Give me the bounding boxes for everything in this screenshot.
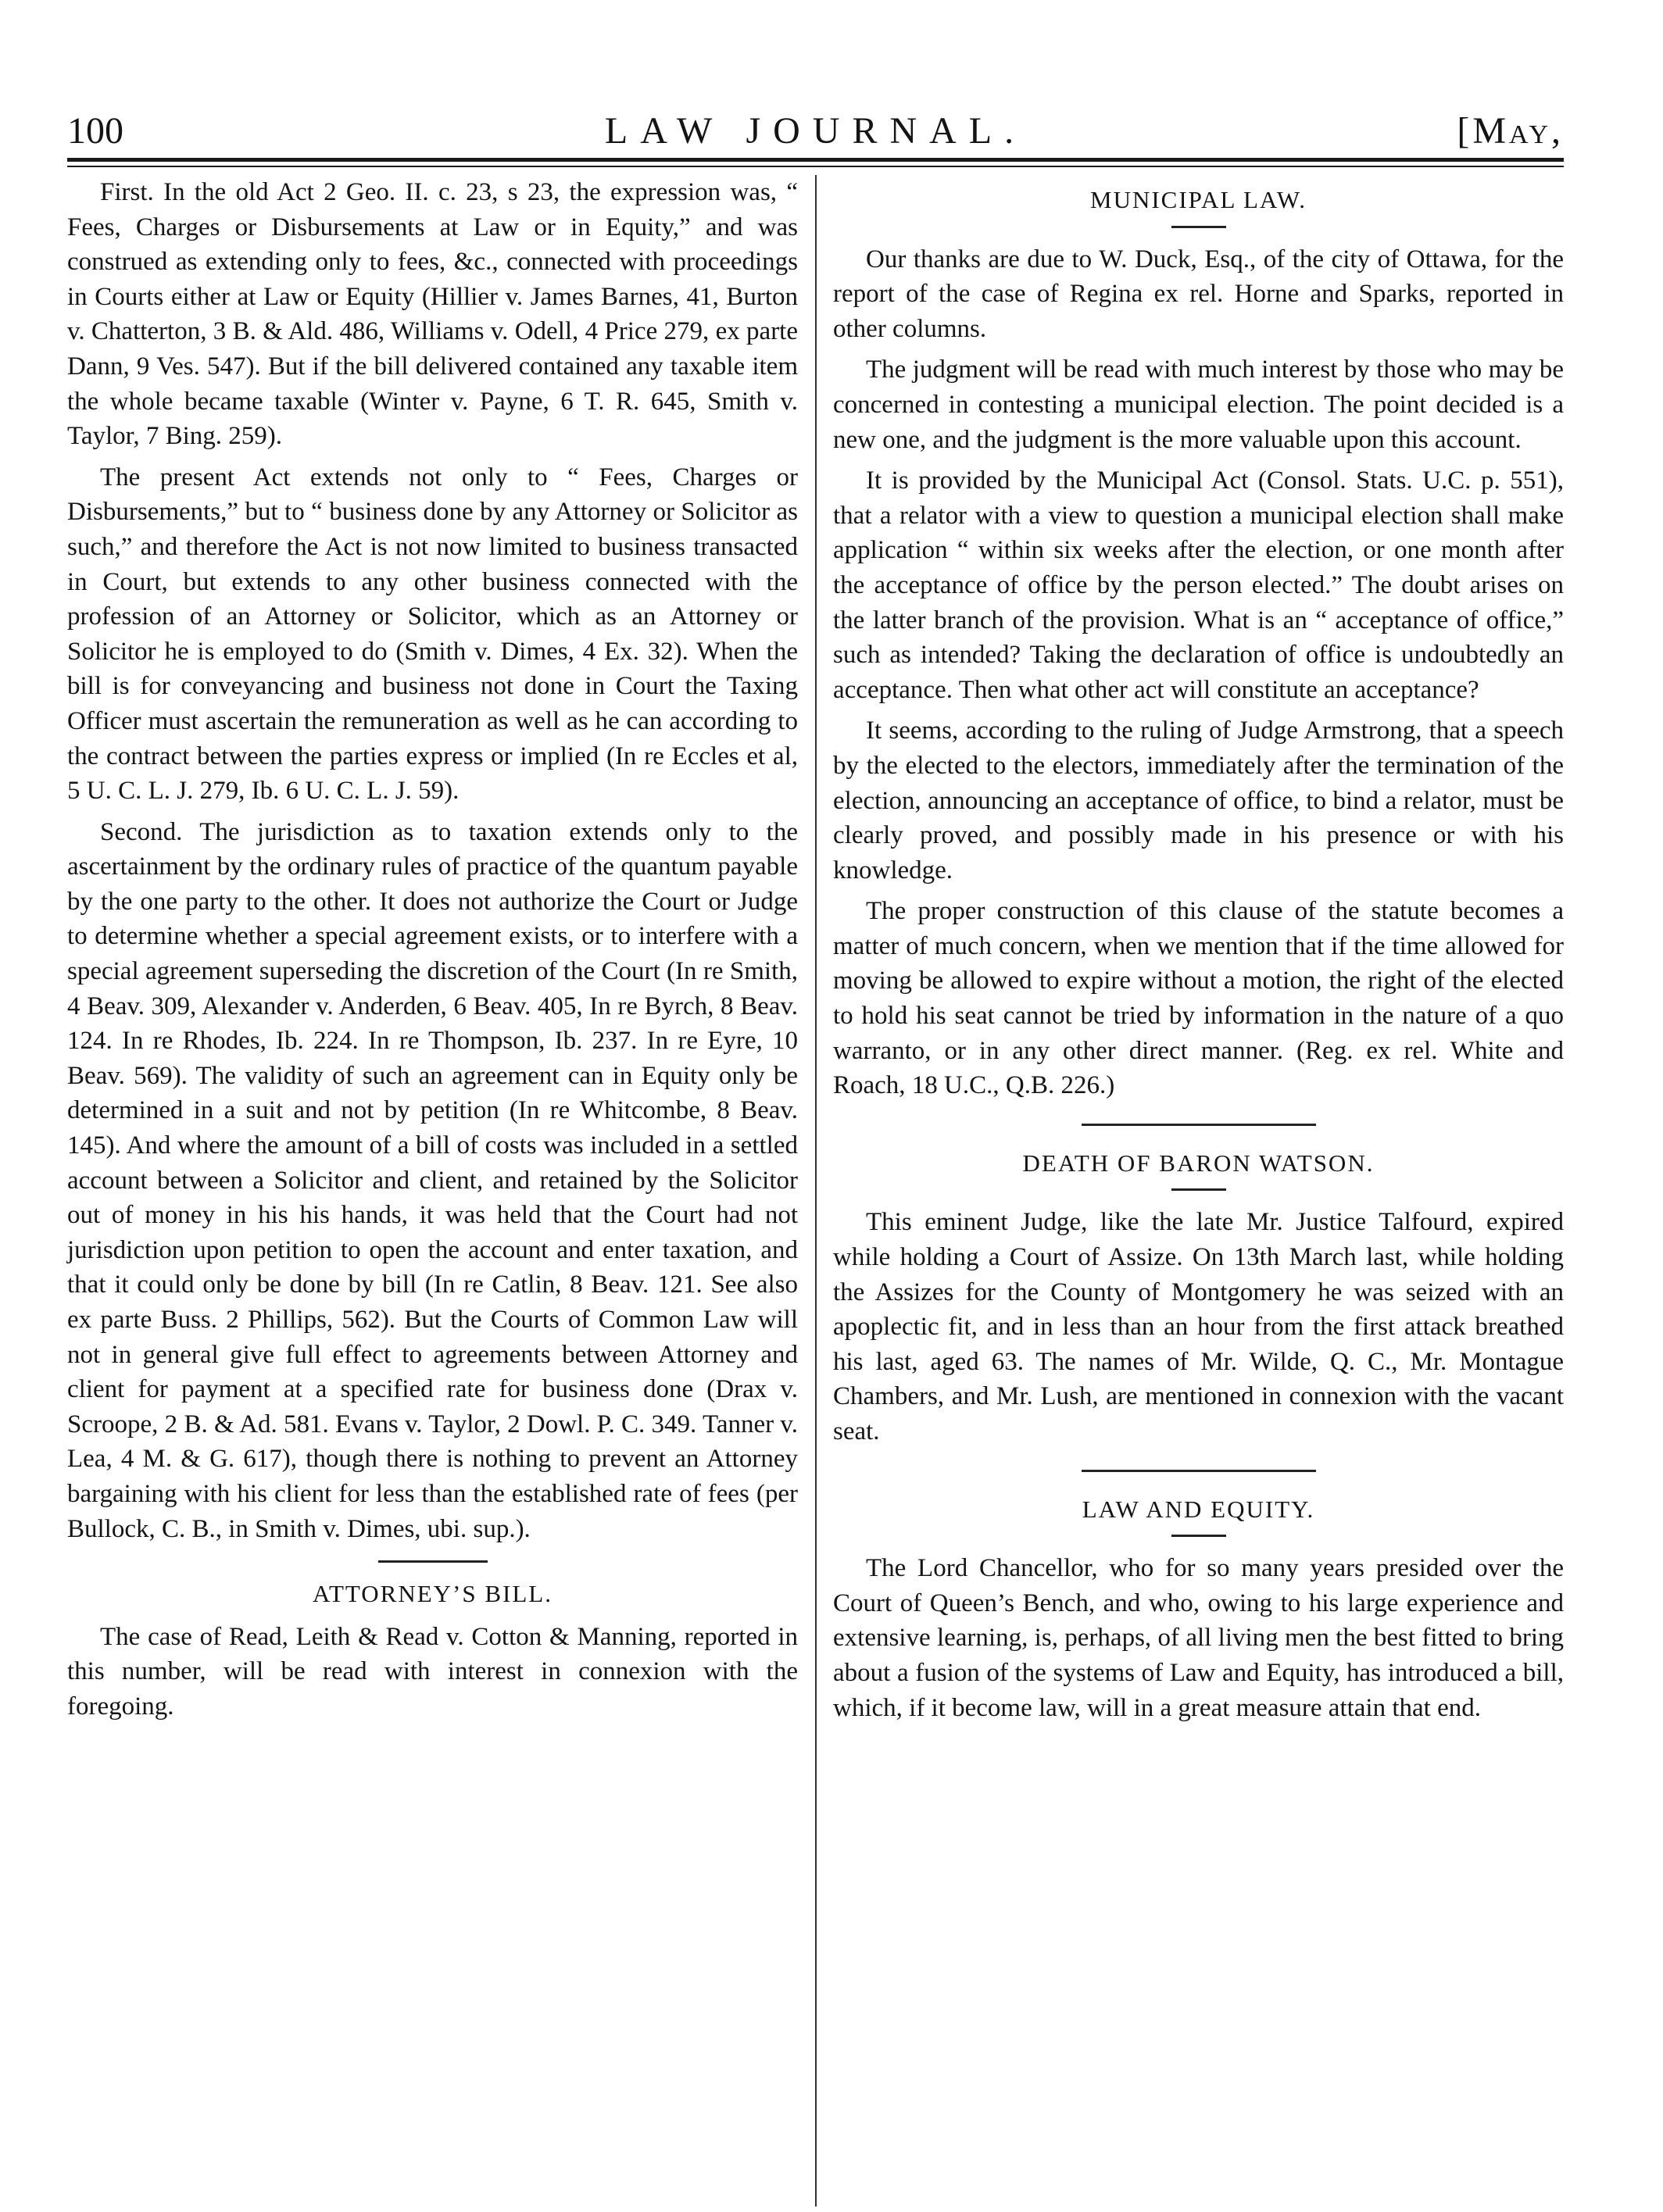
header-rule-thick [67, 158, 1564, 162]
paragraph-municipal-judgment: The judgment will be read with much interest by those who may be concerned in contesting a municipal election. The point decided is a new one, and the judgment is the more valuable upon this account. [833, 356, 1564, 454]
paragraph-first: First. In the old Act 2 Geo. II. c. 23, s 23, the expression was, “ Fees, Charges or Disbursements at Law or in Equity,” and was construed as extending only to fees, &c., connected with proceedings in Courts either at Law or Equity (Hillier v. James Barnes, 41, Burton v. Chatterton, 3 B. & Ald. 486, Williams v. Odell, 4 Price 279, ex parte Dann, 9 Ves. 547). But if the bill delivered contained any taxable item the whole became taxable (Winter v. Payne, 6 T. R. 645, Smith v. Taylor, 7 Bing. 259). [67, 178, 798, 451]
section-title-attorneys-bill: ATTORNEY’S BILL. [313, 1580, 553, 1608]
section-title-baron-watson: DEATH OF BARON WATSON. [1022, 1149, 1375, 1177]
section-divider [1082, 1124, 1316, 1126]
paragraph-municipal-construction: The proper construction of this clause of the statute becomes a matter of much concern, when we mention that if the time allowed for moving be allowed to expire without a motion, the right of the elected to hold his seat cannot be tried by information in the nature of a quo warranto, or in any other direct manner. (Reg. ex rel. White and Roach, 18 U.C., Q.B. 226.) [833, 897, 1564, 1100]
title-underline [1171, 1535, 1226, 1537]
paragraph-second: Second. The jurisdiction as to taxation extends only to the ascertainment by the ordinary rules of practice of the quantum payable by the one party to the other. It does not authorize the Court or Judge to determine whether a special agreement exists, or to interfere with a special agreement superseding the discretion of the Court (In re Smith, 4 Beav. 309, Alexander v. Anderden, 6 Beav. 405, In re Byrch, 8 Beav. 124. In re Rhodes, Ib. 224. In re Thompson, Ib. 237. In re Eyre, 10 Beav. 569). The validity of such an agreement can in Equity only be determined in a suit and not by petition (In re Whitcombe, 8 Beav. 145). And where the amount of a bill of costs was included in a settled account between a Solicitor and client, and retained by the Solicitor out of money in his his hands, it was held that the Court had not jurisdiction upon petition to open the account and enter taxation, and that it could only be done by bill (In re Catlin, 8 Beav. 121. See also ex parte Buss. 2 Phillips, 562). But the Courts of Common Law will not in general give full effect to agreements between Attorney and client for payment at a specified rate for business done (Drax v. Scroope, 2 B. & Ad. 581. Evans v. Taylor, 2 Dowl. P. C. 349. Tanner v. Lea, 4 M. & G. 617), though there is nothing to prevent an Attorney bargaining with his client for less than the established rate of fees (per Bullock, C. B., in Smith v. Dimes, ubi. sup.). [67, 817, 798, 1543]
title-underline [1171, 226, 1226, 228]
page-number: 100 [67, 110, 123, 152]
section-divider [1082, 1470, 1316, 1472]
title-underline [1171, 1188, 1226, 1191]
header-rule-thin [67, 166, 1564, 167]
issue-month: [May, [1457, 110, 1564, 152]
right-column [833, 175, 1564, 1731]
section-divider [378, 1560, 488, 1563]
paragraph-municipal-ruling: It seems, according to the ruling of Judge Armstrong, that a speech by the elected to the electors, immediately after the termination of the election, announcing an acceptance of office, to bind a relator, must be clearly proved, and possibly made in his presence or with his knowledge. [833, 716, 1564, 884]
paragraph-attorneys-bill: The case of Read, Leith & Read v. Cotton & Manning, reported in this number, will be read with interest in connexion with the foregoing. [67, 1622, 798, 1721]
paragraph-municipal-thanks: Our thanks are due to W. Duck, Esq., of the city of Ottawa, for the report of the case of Regina ex rel. Horne and Sparks, reported in other columns. [833, 245, 1564, 343]
section-title-municipal-law: MUNICIPAL LAW. [1090, 186, 1307, 213]
running-header [67, 109, 1564, 158]
journal-title: LAW JOURNAL. [604, 110, 1027, 152]
column-divider [815, 175, 817, 2207]
text-columns [67, 175, 1564, 2157]
paragraph-present-act: The present Act extends not only to “ Fees, Charges or Disbursements,” but to “ business done by any Attorney or Solicitor as such,” and therefore the Act is not now limited to business transacted in Court, but extends to any other business connected with the profession of an Attorney or Solicitor, which as an Attorney or Solicitor he is employed to do (Smith v. Dimes, 4 Ex. 32). When the bill is for conveyancing and business not done in Court the Taxing Officer must ascertain the remuneration as well as he can according to the contract between the parties express or implied (In re Eccles et al, 5 U. C. L. J. 279, Ib. 6 U. C. L. J. 59). [67, 463, 798, 806]
paragraph-municipal-act: It is provided by the Municipal Act (Consol. Stats. U.C. p. 551), that a relator with a view to question a municipal election shall make application “ within six weeks after the election, or one month after the acceptance of office by the person elected.” The doubt arises on the latter branch of the provision. What is an “ acceptance of office,” such as intended? Taking the declaration of office is undoubtedly an acceptance. Then what other act will constitute an acceptance? [833, 466, 1564, 704]
left-column [67, 175, 798, 1731]
paragraph-law-and-equity: The Lord Chancellor, who for so many years presided over the Court of Queen’s Bench, and who, owing to his large experience and extensive learning, is, perhaps, of all living men the best fitted to bring about a fusion of the systems of Law and Equity, has introduced a bill, which, if it become law, will in a great measure attain that end. [833, 1554, 1564, 1722]
paragraph-baron-watson: This eminent Judge, like the late Mr. Justice Talfourd, expired while holding a Court of Assize. On 13th March last, while holding the Assizes for the County of Montgomery he was seized with an apoplectic fit, and in less than an hour from the first attack breathed his last, aged 63. The names of Mr. Wilde, Q. C., Mr. Montague Chambers, and Mr. Lush, are mentioned in connexion with the vacant seat. [833, 1208, 1564, 1445]
journal-page [67, 109, 1564, 2157]
section-title-law-and-equity: LAW AND EQUITY. [1082, 1495, 1315, 1523]
